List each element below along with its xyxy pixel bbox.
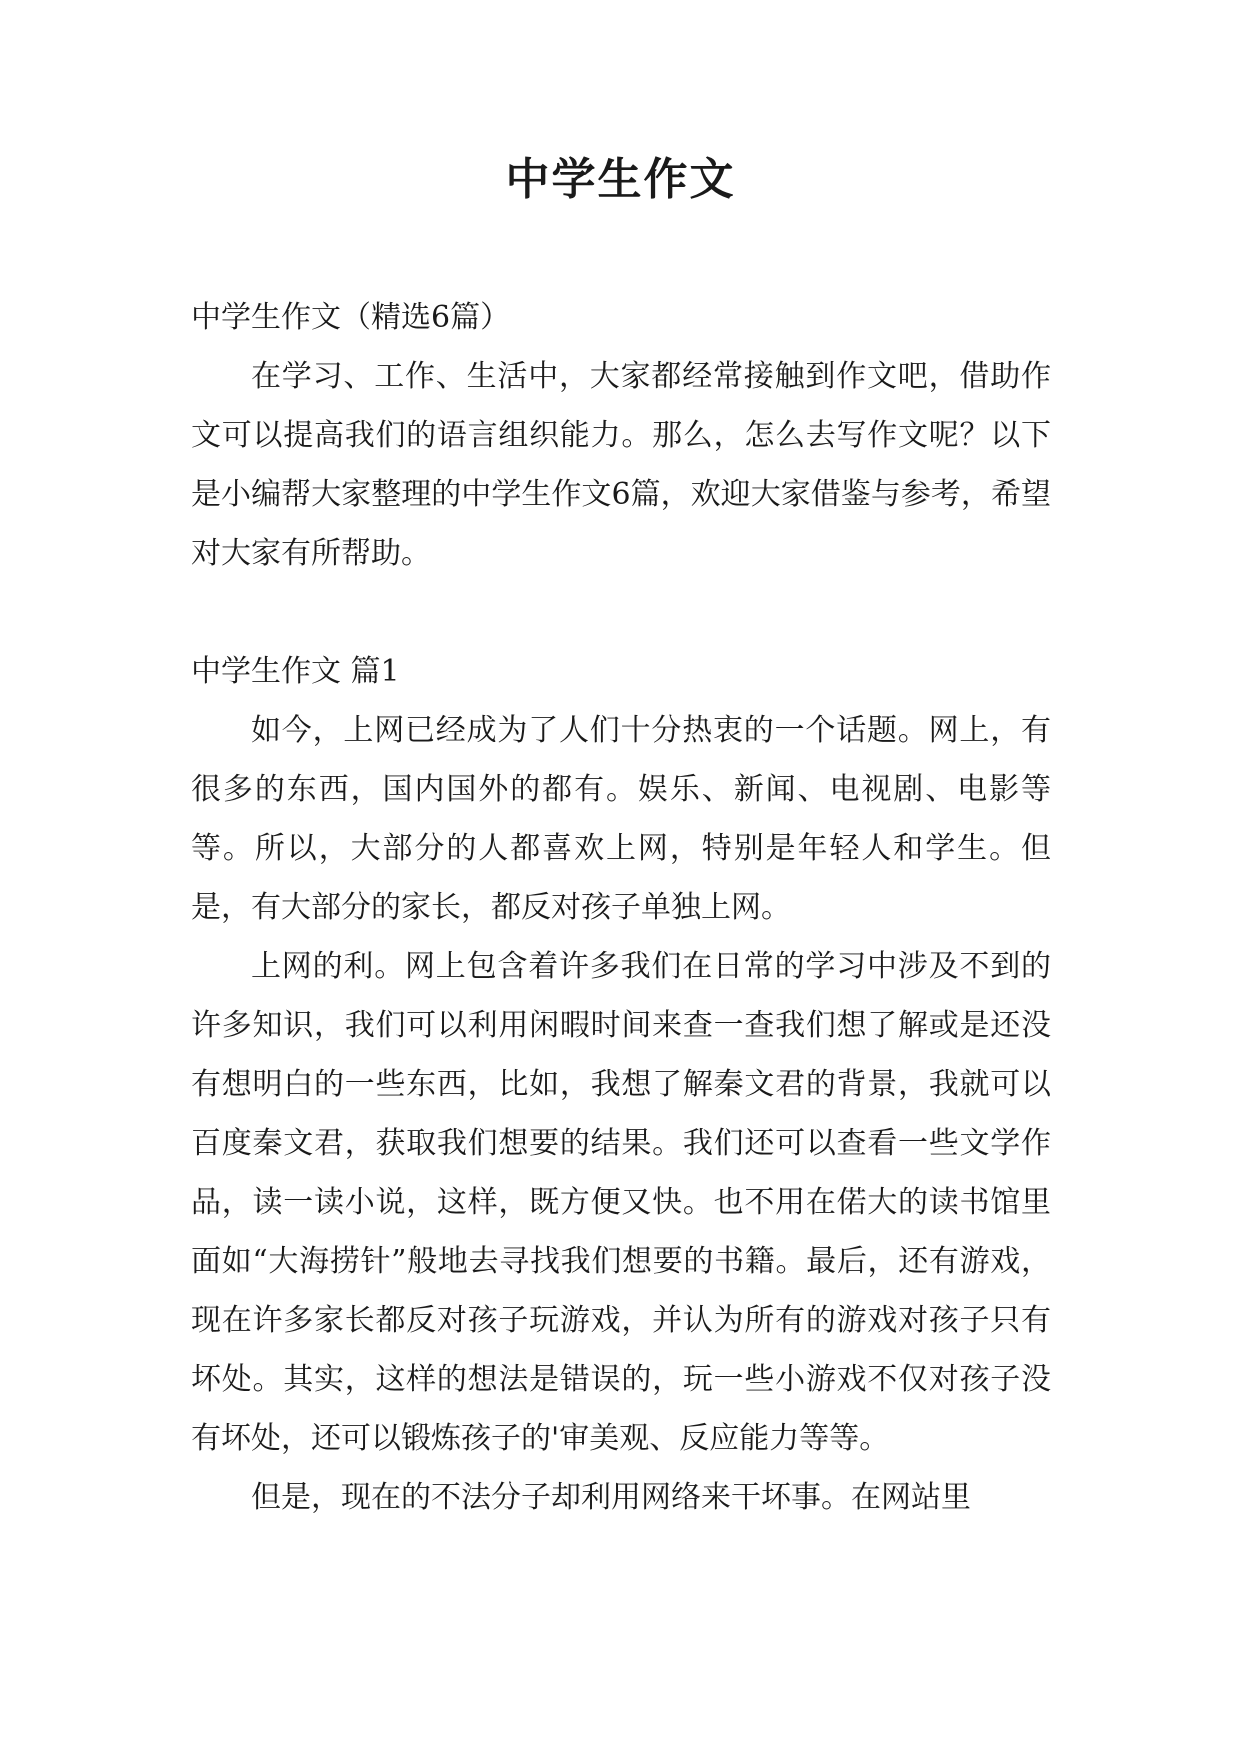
intro-paragraph: 在学习、工作、生活中，大家都经常接触到作文吧，借助作文可以提高我们的语言组织能力。那么，怎么去写作文呢？以下是小编帮大家整理的中学生作文6篇，欢迎大家借鉴与参考，希望对大家有所帮助。: [191, 359, 1051, 571]
document-subtitle: 中学生作文（精选6篇）: [191, 300, 511, 335]
section-paragraph: 但是，现在的不法分子却利用网络来干坏事。在网站里: [251, 1480, 971, 1515]
document-title: 中学生作文: [505, 154, 736, 205]
section-heading: 中学生作文 篇1: [191, 654, 400, 689]
section-paragraph: 如今，上网已经成为了人们十分热衷的一个话题。网上，有很多的东西，国内国外的都有。娱乐、新闻、电视剧、电影等等。所以，大部分的人都喜欢上网，特别是年轻人和学生。但是，有大部分的家长，都反对孩子单独上网。: [191, 713, 1051, 925]
document-body: [191, 288, 1051, 1527]
section-paragraph: 上网的利。网上包含着许多我们在日常的学习中涉及不到的许多知识，我们可以利用闲暇时间来查一查我们想了解或是还没有想明白的一些东西，比如，我想了解秦文君的背景，我就可以百度秦文君，获取我们想要的结果。我们还可以查看一些文学作品，读一读小说，这样，既方便又快。也不用在偌大的读书馆里面如“大海捞针”般地去寻找我们想要的书籍。最后，还有游戏，现在许多家长都反对孩子玩游戏，并认为所有的游戏对孩子只有坏处。其实，这样的想法是错误的，玩一些小游戏不仅对孩子没有坏处，还可以锻炼孩子的'审美观、反应能力等等。: [191, 949, 1051, 1456]
spacer: [191, 583, 1051, 642]
